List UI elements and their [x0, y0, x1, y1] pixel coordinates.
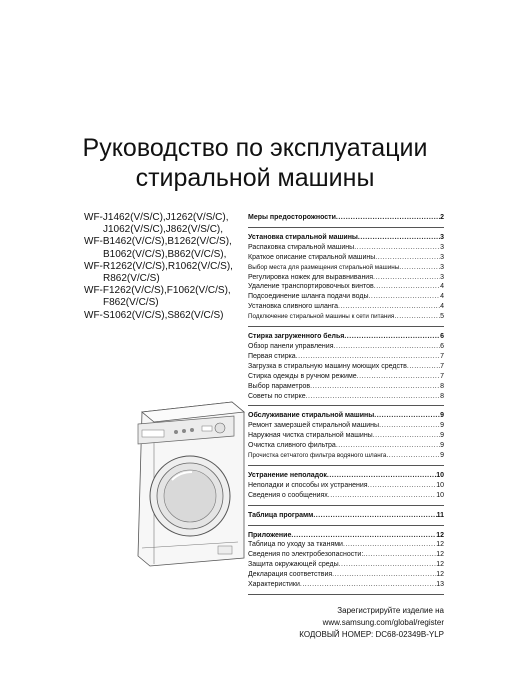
toc-item[interactable]: Декларация соответствия ..... 12 — [248, 570, 444, 580]
toc-section — [248, 531, 444, 595]
toc-item[interactable]: Советы по стирке ..... 8 — [248, 392, 444, 402]
toc-section — [248, 233, 444, 327]
toc-item[interactable]: Удаление транспортировочных винтов ..... 4 — [248, 282, 444, 292]
toc-section — [248, 332, 444, 406]
toc-item[interactable]: Подключение стиральной машины к сети питания ..... 5 — [248, 312, 444, 322]
toc-item[interactable]: Распаковка стиральной машины ..... 3 — [248, 243, 444, 253]
model-line: WF-J1462(V/S/C),J1262(V/S/C), — [84, 212, 229, 223]
toc-item[interactable]: Очистка сливного фильтра ..... 9 — [248, 441, 444, 451]
registration-url[interactable]: www.samsung.com/global/register — [322, 618, 444, 627]
toc-item[interactable]: Сведения по электробезопасности: ..... 12 — [248, 550, 444, 560]
toc-item[interactable]: Наружная чистка стиральной машины ..... 9 — [248, 431, 444, 441]
model-line: R862(V/C/S) — [103, 273, 160, 285]
toc-item[interactable]: Первая стирка ..... 7 — [248, 352, 444, 362]
toc-section — [248, 471, 444, 506]
model-line: WF-S1062(V/C/S),S862(V/C/S) — [84, 309, 224, 321]
toc-item[interactable]: Таблица по уходу за тканями ..... 12 — [248, 540, 444, 550]
title-line-1: Руководство по эксплуатации — [82, 134, 428, 162]
model-line: WF-B1462(V/C/S),B1262(V/C/S), — [84, 236, 232, 248]
toc-heading[interactable]: Устранение неполадок ..... 10 — [248, 471, 444, 481]
toc-item[interactable]: Стирка одежды в ручном режиме ..... 7 — [248, 372, 444, 382]
table-of-contents — [248, 213, 444, 600]
model-line: F862(V/C/S) — [103, 297, 159, 309]
toc-heading[interactable]: Обслуживание стиральной машины ..... 9 — [248, 411, 444, 421]
toc-item[interactable]: Обзор панели управления ..... 6 — [248, 342, 444, 352]
registration-text: Зарегистрируйте изделие на — [337, 606, 444, 615]
washing-machine-illustration — [128, 388, 248, 568]
registration-block — [248, 605, 444, 641]
toc-section — [248, 511, 444, 526]
toc-item[interactable]: Установка сливного шланга ..... 4 — [248, 302, 444, 312]
toc-item[interactable]: Характеристики ..... 13 — [248, 580, 444, 590]
code-number: КОДОВЫЙ НОМЕР: DC68-02349B-YLP — [299, 630, 444, 639]
toc-section — [248, 213, 444, 228]
toc-item[interactable]: Сведения о сообщениях ..... 10 — [248, 491, 444, 501]
model-line: B1062(V/C/S),B862(V/C/S), — [103, 248, 227, 260]
toc-item[interactable]: Прочистка сетчатого фильтра водяного шланга ..... 9 — [248, 451, 444, 461]
toc-heading[interactable]: Стирка загруженного белья ..... 6 — [248, 332, 444, 342]
model-line: WF-R1262(V/C/S),R1062(V/C/S), — [84, 260, 233, 272]
toc-section — [248, 411, 444, 466]
toc-item[interactable]: Подсоединение шланга подачи воды ..... 4 — [248, 292, 444, 302]
toc-item[interactable]: Неполадки и способы их устранения ..... 10 — [248, 481, 444, 491]
model-line: WF-F1262(V/C/S),F1062(V/C/S), — [84, 285, 231, 297]
toc-item[interactable]: Регулировка ножек для выравнивания ..... 3 — [248, 273, 444, 283]
toc-item[interactable]: Краткое описание стиральной машины ..... 3 — [248, 253, 444, 263]
toc-item[interactable]: Выбор места для размещения стиральной машины ..... 3 — [248, 263, 444, 273]
toc-item[interactable]: Защита окружающей среды ..... 12 — [248, 560, 444, 570]
toc-heading[interactable]: Приложение ..... 12 — [248, 531, 444, 541]
toc-heading[interactable]: Таблица программ ..... 11 — [248, 511, 444, 521]
toc-heading[interactable]: Установка стиральной машины ..... 3 — [248, 233, 444, 243]
toc-item[interactable]: Загрузка в стиральную машину моющих средств ..... 7 — [248, 362, 444, 372]
toc-item[interactable]: Ремонт замерзшей стиральной машины ..... 9 — [248, 421, 444, 431]
model-line: J1062(V/S/C),J862(V/S/C), — [103, 224, 224, 236]
toc-heading[interactable]: Меры предосторожности ..... 2 — [248, 213, 444, 223]
model-list — [84, 212, 244, 322]
title-line-2: стиральной машины — [135, 164, 375, 192]
toc-item[interactable]: Выбор параметров ..... 8 — [248, 382, 444, 392]
